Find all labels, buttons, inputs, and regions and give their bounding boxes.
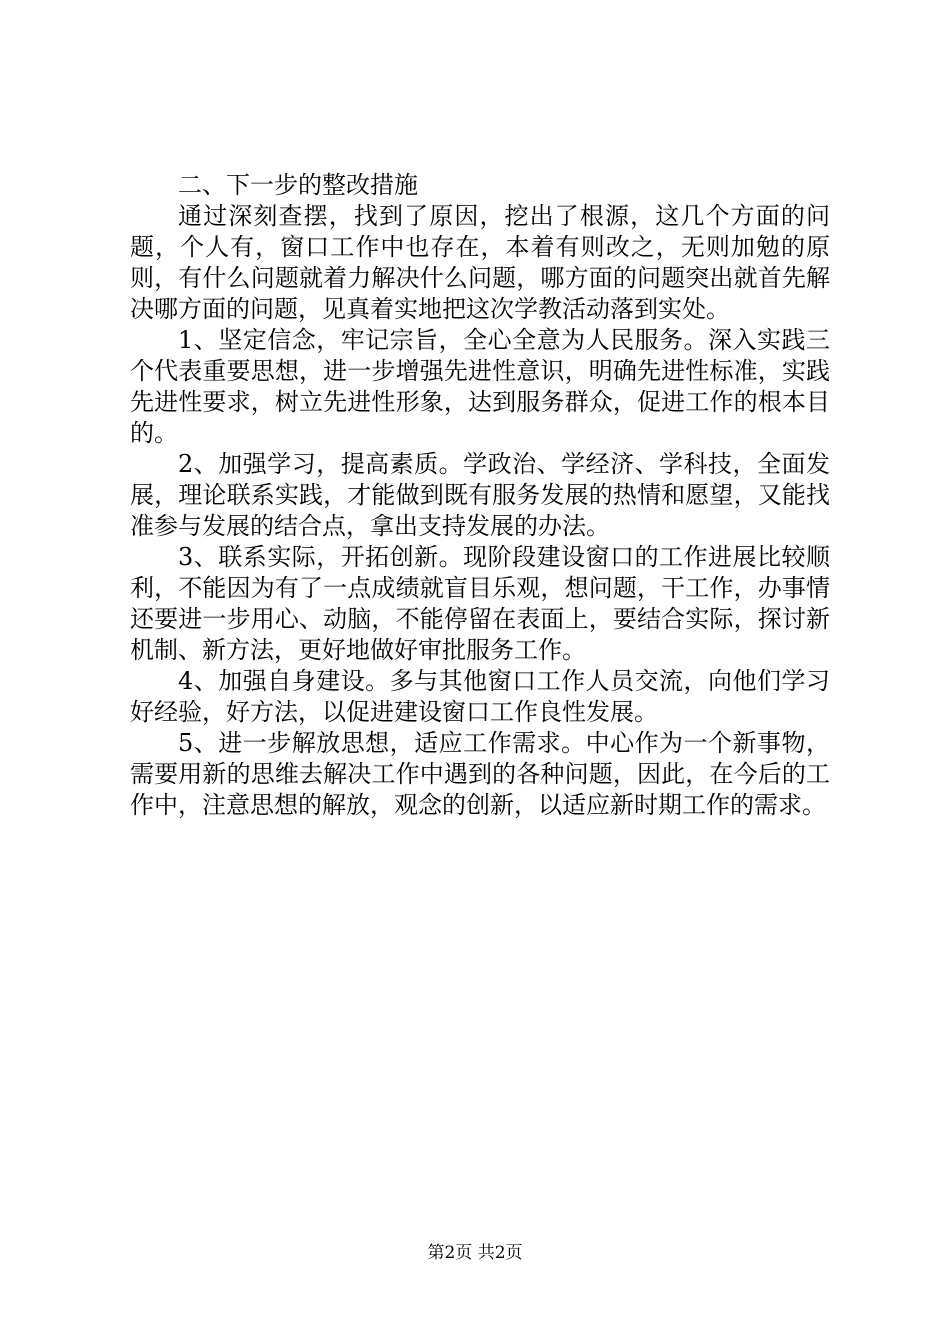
document-body [130, 170, 830, 821]
paragraph-intro: 通过深刻查摆，找到了原因，挖出了根源，这几个方面的问题，个人有，窗口工作中也存在，本着有则改之，无则加勉的原则，有什么问题就着力解决什么问题，哪方面的问题突出就首先解决哪方面的问题，见真着实地把这次学教活动落到实处。 [130, 202, 830, 323]
paragraph-item-3: 3、联系实际，开拓创新。现阶段建设窗口的工作进展比较顺利，不能因为有了一点成绩就盲目乐观，想问题，干工作，办事情还要进一步用心、动脑，不能停留在表面上，要结合实际，探讨新机制、新方法，更好地做好审批服务工作。 [130, 543, 830, 664]
paragraph-item-2: 2、加强学习，提高素质。学政治、学经济、学科技，全面发展，理论联系实践，才能做到既有服务发展的热情和愿望，又能找准参与发展的结合点，拿出支持发展的办法。 [130, 450, 830, 540]
paragraph-item-4: 4、加强自身建设。多与其他窗口工作人员交流，向他们学习好经验，好方法，以促进建设窗口工作良性发展。 [130, 667, 830, 726]
paragraph-item-5: 5、进一步解放思想，适应工作需求。中心作为一个新事物，需要用新的思维去解决工作中遇到的各种问题，因此，在今后的工作中，注意思想的解放，观念的创新，以适应新时期工作的需求。 [130, 729, 830, 819]
page-footer: 第2页 共2页 [427, 1243, 523, 1263]
paragraph-item-1: 1、坚定信念，牢记宗旨，全心全意为人民服务。深入实践三个代表重要思想，进一步增强先进性意识，明确先进性标准，实践先进性要求，树立先进性形象，达到服务群众，促进工作的根本目的。 [130, 326, 830, 447]
section-heading: 二、下一步的整改措施 [178, 171, 418, 199]
